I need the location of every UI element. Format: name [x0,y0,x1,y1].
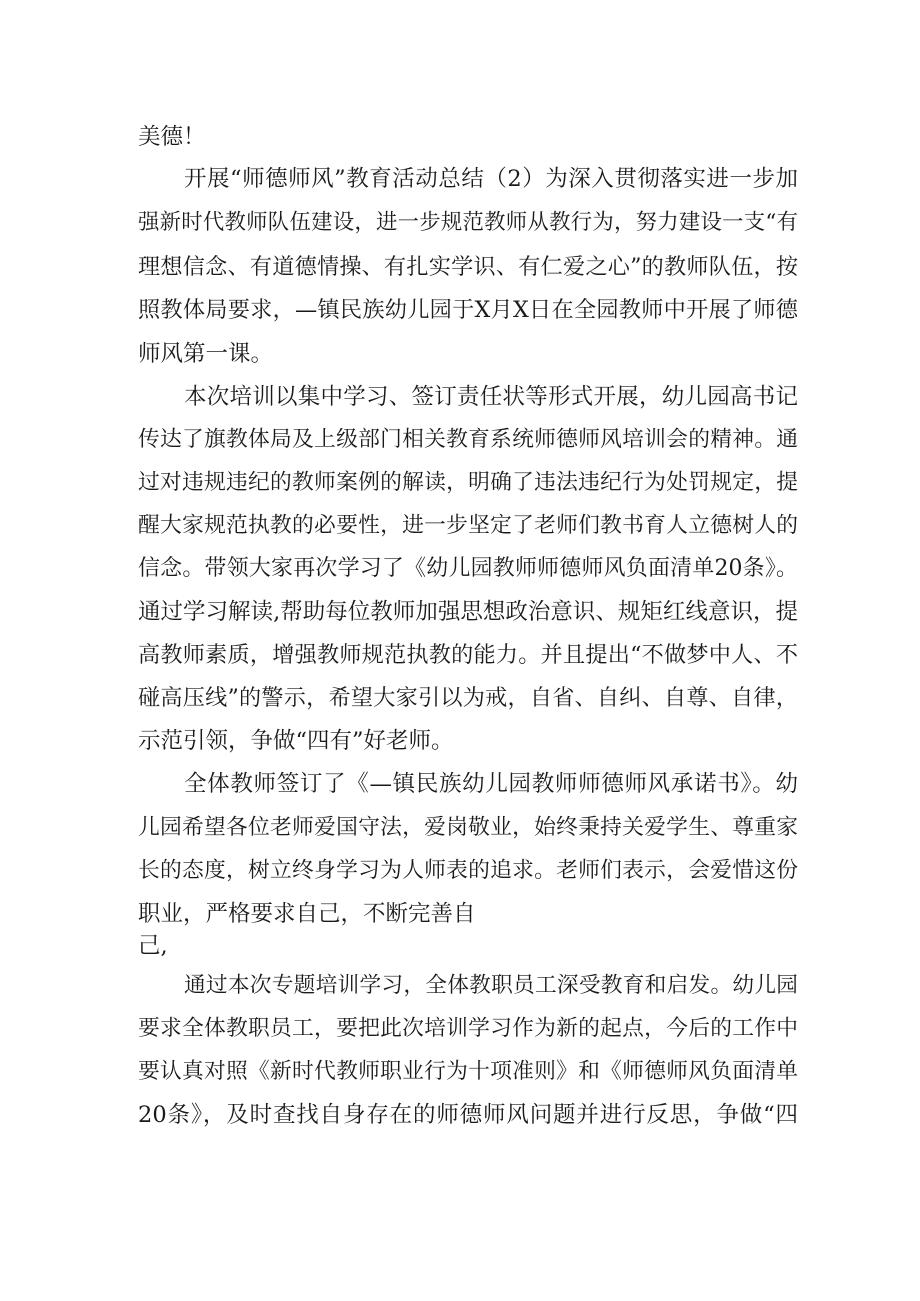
text-line-23: 要认真对照《新时代教师职业行为十项准则》和《师德师风负面清单 [138,1059,798,1084]
text-line-17: 儿园希望各位老师爱国守法，爱岗敬业，始终秉持关爱学生、尊重家 [138,815,798,840]
text-line-10: 醒大家规范执教的必要性，进一步坚定了老师们教书育人立德树人的 [138,513,798,538]
text-line-24: 20条》，及时查找自身存在的师德师风问题并进行反思，争做“四 [138,1102,798,1128]
text-line-4: 理想信念、有道德情操、有扎实学识、有仁爱之心”的教师队伍，按 [138,254,798,280]
text-line-20: 己, [138,933,168,959]
text-line-21: 通过本次专题培训学习，全体教职员工深受教育和启发。幼儿园 [184,973,798,998]
text-line-15: 示范引领，争做“四有”好老师。 [138,728,454,754]
text-line-22: 要求全体教职员工，要把此次培训学习作为新的起点，今后的工作中 [138,1016,798,1041]
text-line-14: 碰高压线”的警示，希望大家引以为戒，自省、自纠、自尊、自律， [138,685,798,711]
text-line-3: 强新时代教师队伍建设，进一步规范教师从教行为，努力建设一支“有 [138,210,798,235]
text-line-6: 师风第一课。 [138,341,274,367]
text-line-11: 信念。带领大家再次学习了《幼儿园教师师德师风负面清单20条》。 [138,556,798,581]
text-line-7: 本次培训以集中学习、签订责任状等形式开展，幼儿园高书记 [184,384,798,410]
text-line-19: 职业，严格要求自己，不断完善自 [138,901,476,927]
text-line-9: 过对违规违纪的教师案例的解读，明确了违法违纪行为处罚规定，提 [138,470,798,495]
text-line-18: 长的态度，树立终身学习为人师表的追求。老师们表示，会爱惜这份 [138,858,798,883]
text-line-5: 照教体局要求，—镇民族幼儿园于X月X日在全园教师中开展了师德 [138,297,798,323]
text-line-12: 通过学习解读,帮助每位教师加强思想政治意识、规矩红线意识，提 [138,599,798,625]
text-line-1: 美德！ [138,124,206,150]
text-line-8: 传达了旗教体局及上级部门相关教育系统师德师风培训会的精神。通 [138,427,798,452]
text-line-2: 开展“师德师风”教育活动总结（2）为深入贯彻落实进一步加 [184,166,798,192]
text-line-16: 全体教师签订了《—镇民族幼儿园教师师德师风承诺书》。幼 [184,771,798,797]
text-line-13: 高教师素质，增强教师规范执教的能力。并且提出“不做梦中人、不 [138,642,798,668]
